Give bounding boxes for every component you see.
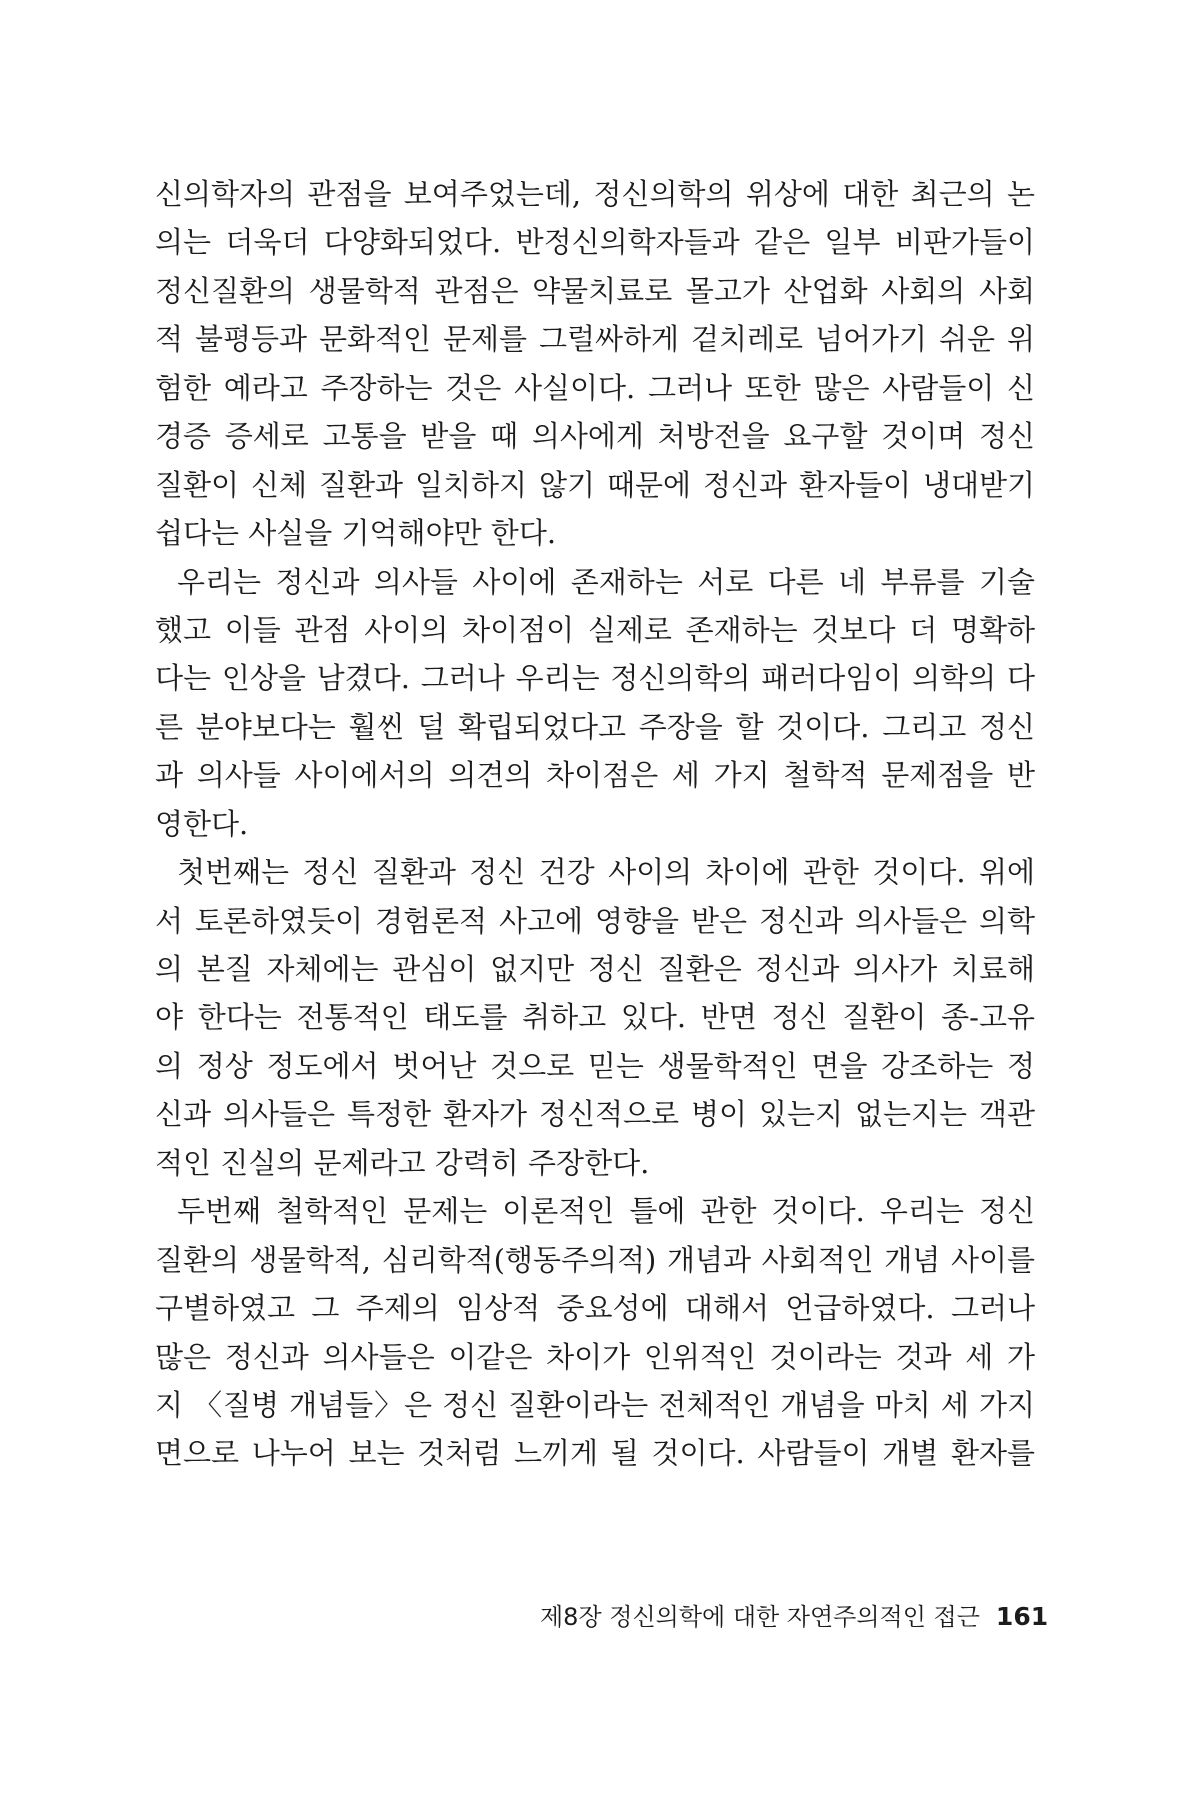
text-line: 서 토론하였듯이 경험론적 사고에 영향을 받은 정신과 의사들은 의학 [155,903,1035,938]
text-line: 많은 정신과 의사들은 이같은 차이가 인위적인 것이라는 것과 세 가 [155,1339,1035,1374]
text-line: 첫번째는 정신 질환과 정신 건강 사이의 차이에 관한 것이다. 위에 [177,855,1035,890]
text-line: 구별하였고 그 주제의 임상적 중요성에 대해서 언급하였다. 그러나 [155,1291,1035,1326]
text-line: 적 불평등과 문화적인 문제를 그럴싸하게 겉치레로 넘어가기 쉬운 위 [155,322,1035,357]
text-line: 우리는 정신과 의사들 사이에 존재하는 서로 다른 네 부류를 기술 [177,564,1035,599]
paragraph-2 [155,558,1035,849]
text-line: 쉽다는 사실을 기억해야만 한다. [155,516,557,551]
text-line: 두번째 철학적인 문제는 이론적인 틀에 관한 것이다. 우리는 정신 [177,1194,1035,1229]
text-line: 정신질환의 생물학적 관점은 약물치료로 몰고가 산업화 사회의 사회 [155,273,1035,308]
paragraph-1 [155,170,1035,558]
text-line: 험한 예라고 주장하는 것은 사실이다. 그러나 또한 많은 사람들이 신 [155,370,1035,405]
text-line: 른 분야보다는 훨씬 덜 확립되었다고 주장을 할 것이다. 그리고 정신 [155,709,1035,744]
paragraph-4 [155,1187,1035,1478]
text-line: 다는 인상을 남겼다. 그러나 우리는 정신의학의 패러다임이 의학의 다 [155,661,1035,696]
text-line: 경증 증세로 고통을 받을 때 의사에게 처방전을 요구할 것이며 정신 [155,419,1035,454]
text-line: 야 한다는 전통적인 태도를 취하고 있다. 반면 정신 질환이 종-고유 [155,1000,1035,1035]
page-number: 161 [995,1602,1049,1631]
text-line: 의 본질 자체에는 관심이 없지만 정신 질환은 정신과 의사가 치료해 [155,952,1035,986]
text-line: 과 의사들 사이에서의 의견의 차이점은 세 가지 철학적 문제점을 반 [155,758,1035,793]
text-line: 신의학자의 관점을 보여주었는데, 정신의학의 위상에 대한 최근의 논 [155,177,1035,211]
text-line: 질환의 생물학적, 심리학적(행동주의적) 개념과 사회적인 개념 사이를 [155,1242,1035,1277]
paragraph-3 [155,848,1035,1187]
text-line: 적인 진실의 문제라고 강력히 주장한다. [155,1145,650,1180]
text-line: 의 정상 정도에서 벗어난 것으로 믿는 생물학적인 면을 강조하는 정 [155,1048,1035,1083]
text-line: 면으로 나누어 보는 것처럼 느끼게 될 것이다. 사람들이 개별 환자를 [155,1436,1035,1471]
text-line: 신과 의사들은 특정한 환자가 정신적으로 병이 있는지 없는지는 객관 [155,1097,1035,1132]
body-text [155,170,1035,1478]
text-line: 했고 이들 관점 사이의 차이점이 실제로 존재하는 것보다 더 명확하 [155,612,1035,647]
text-line: 지 〈질병 개념들〉은 정신 질환이라는 전체적인 개념을 마치 세 가지 [155,1387,1035,1422]
text-line: 영한다. [155,806,249,841]
text-line: 의는 더욱더 다양화되었다. 반정신의학자들과 같은 일부 비판가들이 [155,225,1035,260]
chapter-title: 제8장 정신의학에 대한 자연주의적인 접근 [540,1603,980,1631]
running-footer [540,1597,1049,1637]
text-line: 질환이 신체 질환과 일치하지 않기 때문에 정신과 환자들이 냉대받기 [155,467,1035,502]
